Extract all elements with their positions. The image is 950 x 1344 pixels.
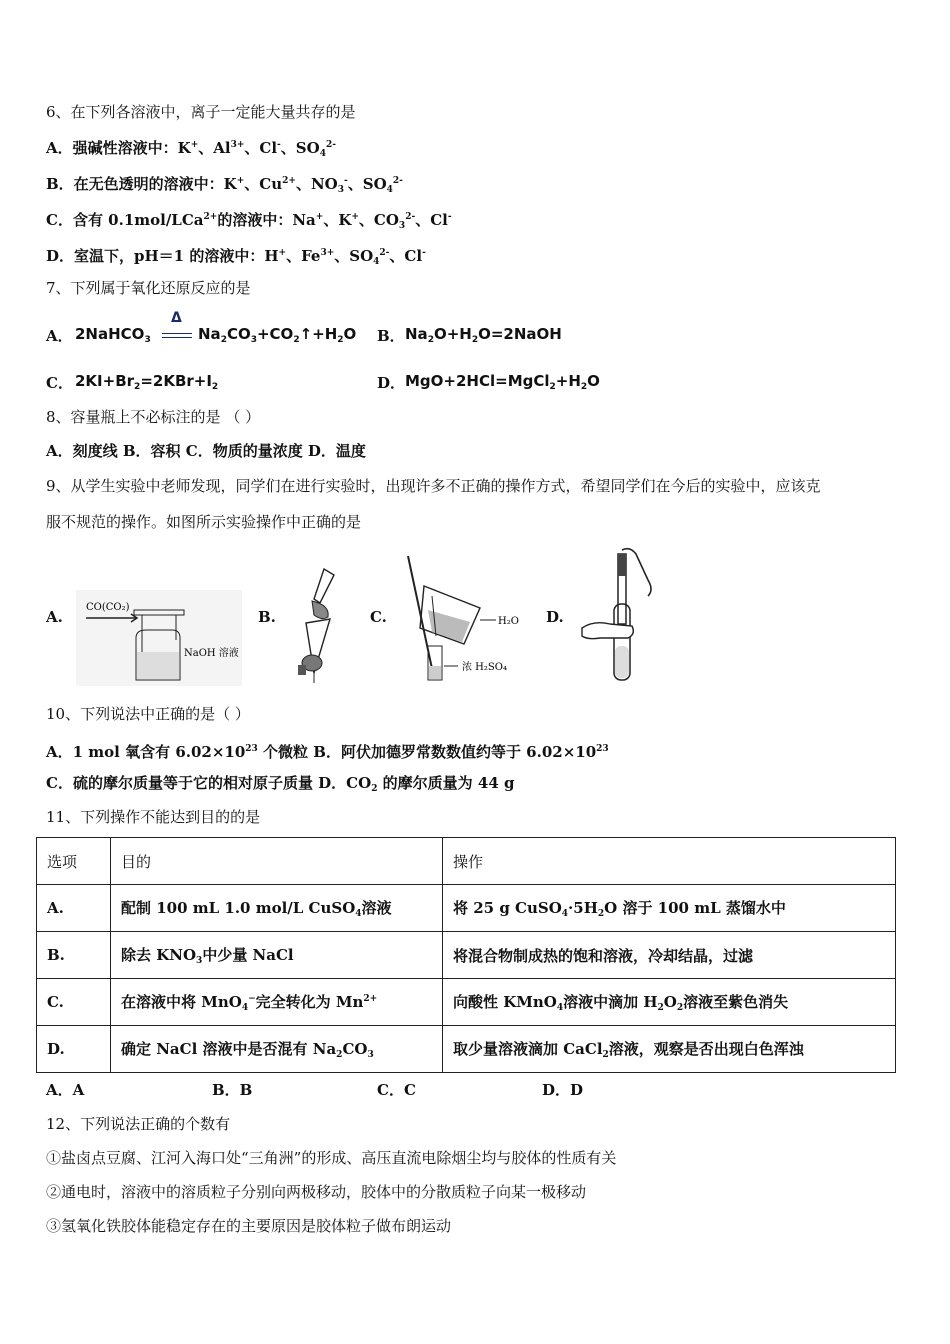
q9-stem-line2: 服不规范的操作。如图所示实验操作中正确的是 bbox=[46, 513, 362, 531]
row-operation: 取少量溶液滴加 CaCl$_2$溶液，观察是否出现白色浑浊 bbox=[443, 1026, 896, 1073]
q11-answer-a: A．A bbox=[46, 1081, 85, 1099]
row-operation: 向酸性 KMnO$_4$溶液中滴加 $H_2O_2$溶液至紫色消失 bbox=[443, 979, 896, 1026]
q7-equation-a-rhs: $Na_2CO_3+CO_2↑+H_2O$ bbox=[198, 325, 357, 345]
q10-line2: C．硫的摩尔质量等于它的相对原子质量 D．$CO_2$ 的摩尔质量为 44 g bbox=[46, 774, 515, 794]
q6-option-c: C．含有 0.1mol/LCa$^{2+}$的溶液中：Na+、K+、$CO_3^{2-}$、Cl- bbox=[46, 211, 452, 231]
q7-stem: 7、下列属于氧化还原反应的是 bbox=[46, 279, 251, 297]
q9-label-d: D. bbox=[546, 608, 564, 626]
header-option: 选项 bbox=[37, 838, 111, 885]
q7-label-d: D． bbox=[377, 374, 406, 392]
delta-symbol: Δ bbox=[171, 310, 182, 326]
q7-equation-b: $Na_2O+H_2O=2NaOH$ bbox=[405, 325, 562, 345]
figure-dilution bbox=[398, 556, 530, 686]
table-header-row bbox=[37, 838, 896, 885]
q8-stem: 8、容量瓶上不必标注的是 （ ） bbox=[46, 408, 261, 426]
q10-line1: A．1 mol 氧含有 $6.02\times 10^{23}$ 个微粒 B．阿伏加德罗常数数值约等于 $6.02\times 10^{23}$ bbox=[46, 743, 609, 761]
q9-label-b: B. bbox=[258, 608, 276, 626]
q6-option-a: A．强碱性溶液中：K+、$Al^{3+}$、Cl-、$SO_4^{2-}$ bbox=[46, 139, 336, 159]
q10-stem: 10、下列说法中正确的是（ ） bbox=[46, 705, 250, 723]
table-row bbox=[37, 885, 896, 932]
q12-statement-3: ③氢氧化铁胶体能稳定存在的主要原因是胶体粒子做布朗运动 bbox=[46, 1217, 452, 1235]
table-row bbox=[37, 979, 896, 1026]
q8-options: A．刻度线 B．容积 C．物质的量浓度 D．温度 bbox=[46, 442, 366, 460]
table-row bbox=[37, 1026, 896, 1073]
gas-label: CO(CO₂) bbox=[86, 602, 130, 613]
header-operation: 操作 bbox=[443, 838, 896, 885]
q7-equation-a-lhs: 2NaHCO$_3$ bbox=[75, 325, 151, 345]
q12-stem: 12、下列说法正确的个数有 bbox=[46, 1115, 231, 1133]
row-option: D. bbox=[37, 1026, 111, 1073]
q11-answer-d: D．D bbox=[542, 1081, 584, 1099]
figure-gas-wash-bottle bbox=[76, 590, 242, 686]
row-option: C. bbox=[37, 979, 111, 1026]
row-option: B. bbox=[37, 932, 111, 979]
q7-label-c: C． bbox=[46, 374, 73, 392]
q12-statement-1: ①盐卤点豆腐、江河入海口处“三角洲”的形成、高压直流电除烟尘均与胶体的性质有关 bbox=[46, 1149, 617, 1167]
q11-answer-b: B．B bbox=[212, 1081, 253, 1099]
q6-option-b: B．在无色透明的溶液中：K+、$Cu^{2+}$、$NO_3^-$、$SO_4^{2-}$ bbox=[46, 175, 403, 195]
q6-option-d: D．室温下，pH＝1 的溶液中：H+、$Fe^{3+}$、$SO_4^{2-}$、Cl- bbox=[46, 247, 426, 267]
q7-equation-d: $MgO+2HCl=MgCl_2+H_2O$ bbox=[405, 372, 600, 392]
row-goal: 配制 100 mL 1.0 mol/L CuSO$_4$溶液 bbox=[111, 885, 443, 932]
q9-label-a: A. bbox=[46, 608, 63, 626]
row-operation: 将混合物制成热的饱和溶液，冷却结晶，过滤 bbox=[443, 932, 896, 979]
water-label: H₂O bbox=[498, 616, 519, 627]
header-goal: 目的 bbox=[111, 838, 443, 885]
row-operation: 将 25 g $CuSO_4\cdot 5H_2O$ 溶于 100 mL 蒸馏水中 bbox=[443, 885, 896, 932]
q7-equation-c: $2KI+Br_2=2KBr+I_2$ bbox=[75, 372, 219, 392]
q7-label-b: B． bbox=[377, 327, 405, 345]
row-goal: 在溶液中将 MnO$_4$−完全转化为 $Mn^{2+}$ bbox=[111, 979, 443, 1026]
table-row bbox=[37, 932, 896, 979]
acid-label: 浓 H₂SO₄ bbox=[462, 662, 507, 673]
q7-label-a: A． bbox=[46, 327, 73, 345]
q12-statement-2: ②通电时，溶液中的溶质粒子分别向两极移动，胶体中的分散质粒子向某一极移动 bbox=[46, 1183, 587, 1201]
row-goal: 确定 NaCl 溶液中是否混有 $Na_2CO_3$ bbox=[111, 1026, 443, 1073]
row-option: A. bbox=[37, 885, 111, 932]
q6-stem: 6、在下列各溶液中，离子一定能大量共存的是 bbox=[46, 103, 356, 121]
row-goal: 除去 $KNO_3$中少量 NaCl bbox=[111, 932, 443, 979]
figure-dropper bbox=[578, 546, 668, 686]
figure-separatory-funnel bbox=[284, 563, 354, 687]
q11-stem: 11、下列操作不能达到目的的是 bbox=[46, 808, 261, 826]
heat-arrow bbox=[160, 312, 194, 342]
naoh-label: NaOH 溶液 bbox=[184, 648, 239, 659]
q9-label-c: C. bbox=[370, 608, 387, 626]
q11-answer-c: C．C bbox=[377, 1081, 416, 1099]
q9-stem-line1: 9、从学生实验中老师发现，同学们在进行实验时，出现许多不正确的操作方式，希望同学们在今后的实验中，应该克 bbox=[46, 477, 821, 495]
operations-table bbox=[36, 837, 896, 1073]
